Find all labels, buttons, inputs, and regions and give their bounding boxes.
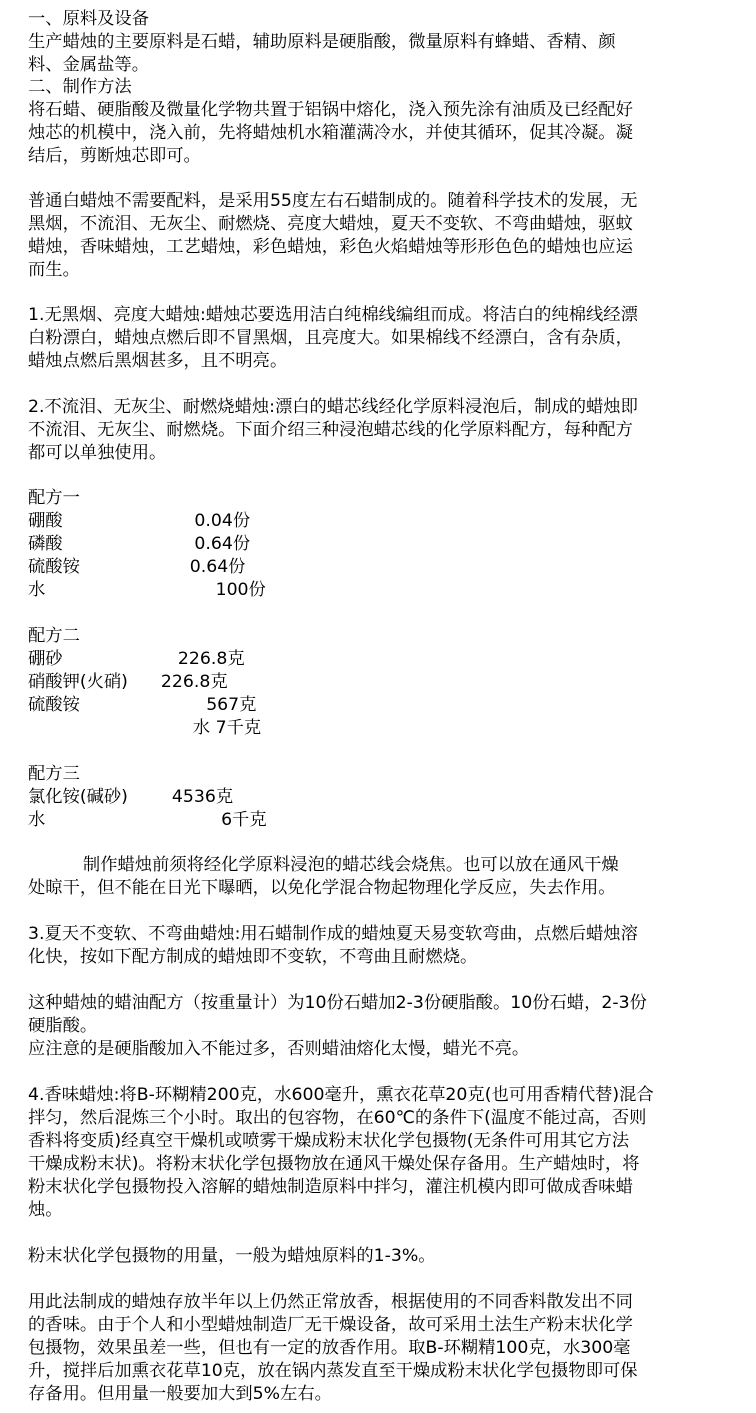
text-line: 升，搅拌后加熏衣花草10克，放在锅内蒸发直至干燥成粉末状化学包摄物即可保 bbox=[28, 1361, 638, 1381]
text-line: 将石蜡、硬脂酸及微量化学物共置于铝锅中熔化，浇入预先涂有油质及已经配好 bbox=[28, 100, 633, 120]
text-line: 干燥成粉末状)。将粉末状化学包摄物放在通风干燥处保存备用。生产蜡烛时，将 bbox=[28, 1154, 640, 1174]
text-line: 硬脂酸。 bbox=[28, 1016, 98, 1036]
text-line: 蜡烛点燃后黑烟甚多，且不明亮。 bbox=[28, 351, 288, 371]
text-line: 一、原料及设备 bbox=[28, 9, 149, 29]
text-line: 硼酸 0.04份 bbox=[28, 511, 251, 531]
text-line: 生产蜡烛的主要原料是石蜡，辅助原料是硬脂酸，微量原料有蜂蜡、香精、颜 bbox=[28, 32, 616, 52]
text-line: 1.无黑烟、亮度大蜡烛:蜡烛芯要选用洁白纯棉线编组而成。将洁白的纯棉线经漂 bbox=[28, 305, 638, 325]
text-line: 化快，按如下配方制成的蜡烛即不变软，不弯曲且耐燃烧。 bbox=[28, 947, 478, 967]
text-line: 白粉漂白，蜡烛点燃后即不冒黑烟，且亮度大。如果棉线不经漂白，含有杂质， bbox=[28, 328, 633, 348]
text-line: 不流泪、无灰尘、耐燃烧。下面介绍三种浸泡蜡芯线的化学原料配方，每种配方 bbox=[28, 420, 633, 440]
text-line: 硫酸铵 0.64份 bbox=[28, 557, 246, 577]
text-line: 硫酸铵 567克 bbox=[28, 695, 257, 715]
text-line: 4.香味蜡烛:将B-环糊精200克，水600毫升，熏衣花草20克(也可用香精代替)混合 bbox=[28, 1085, 654, 1105]
text-line: 氯化铵(碱砂) 4536克 bbox=[28, 787, 234, 807]
text-line: 粉末状化学包摄物的用量，一般为蜡烛原料的1-3%。 bbox=[28, 1246, 436, 1266]
text-line: 二、制作方法 bbox=[28, 77, 132, 97]
text-line: 制作蜡烛前须将经化学原料浸泡的蜡芯线会烧焦。也可以放在通风干燥 bbox=[28, 855, 619, 875]
text-line: 包摄物，效果虽差一些，但也有一定的放香作用。取B-环糊精100克，水300毫 bbox=[28, 1338, 631, 1358]
text-line: 2.不流泪、无灰尘、耐燃烧蜡烛:漂白的蜡芯线经化学原料浸泡后，制成的蜡烛即 bbox=[28, 397, 638, 417]
text-line: 而生。 bbox=[28, 260, 80, 280]
text-line: 磷酸 0.64份 bbox=[28, 534, 251, 554]
text-line: 硝酸钾(火硝) 226.8克 bbox=[28, 672, 228, 692]
text-line: 水 7千克 bbox=[28, 718, 262, 738]
text-line: 普通白蜡烛不需要配料，是采用55度左右石蜡制成的。随着科学技术的发展，无 bbox=[28, 191, 638, 211]
text-line: 存备用。但用量一般要加大到5%左右。 bbox=[28, 1384, 332, 1404]
text-line: 这种蜡烛的蜡油配方（按重量计）为10份石蜡加2-3份硬脂酸。10份石蜡，2-3份 bbox=[28, 993, 647, 1013]
text-line: 3.夏天不变软、不弯曲蜡烛:用石蜡制作成的蜡烛夏天易变软弯曲，点燃后蜡烛溶 bbox=[28, 924, 638, 944]
text-line: 粉末状化学包摄物投入溶解的蜡烛制造原料中拌匀，灌注机模内即可做成香味蜡 bbox=[28, 1177, 633, 1197]
text-line: 料、金属盐等。 bbox=[28, 55, 149, 75]
text-line: 结后，剪断烛芯即可。 bbox=[28, 146, 201, 166]
text-line: 硼砂 226.8克 bbox=[28, 649, 245, 669]
text-line: 烛芯的机模中，浇入前，先将蜡烛机水箱灌满冷水，并使其循环，促其冷凝。凝 bbox=[28, 123, 633, 143]
text-line: 烛。 bbox=[28, 1200, 63, 1220]
text-line: 用此法制成的蜡烛存放半年以上仍然正常放香，根据使用的不同香料散发出不同 bbox=[28, 1292, 633, 1312]
text-line: 的香味。由于个人和小型蜡烛制造厂无干燥设备，故可采用土法生产粉末状化学 bbox=[28, 1315, 633, 1335]
text-line: 水 100份 bbox=[28, 580, 266, 600]
text-line: 处晾干，但不能在日光下曝晒，以免化学混合物起物理化学反应，失去作用。 bbox=[28, 878, 616, 898]
text-line: 配方三 bbox=[28, 764, 80, 784]
text-line: 配方一 bbox=[28, 488, 80, 508]
text-line: 拌匀，然后混炼三个小时。取出的包容物，在60℃的条件下(温度不能过高，否则 bbox=[28, 1108, 647, 1128]
text-line: 配方二 bbox=[28, 626, 80, 646]
text-line: 应注意的是硬脂酸加入不能过多，否则蜡油熔化太慢，蜡光不亮。 bbox=[28, 1039, 530, 1059]
text-line: 香料将变质)经真空干燥机或喷雾干燥成粉末状化学包摄物(无条件可用其它方法 bbox=[28, 1131, 630, 1151]
text-line: 黑烟，不流泪、无灰尘、耐燃烧、亮度大蜡烛，夏天不变软、不弯曲蜡烛，驱蚊 bbox=[28, 214, 633, 234]
text-line: 水 6千克 bbox=[28, 810, 267, 830]
text-line: 蜡烛，香味蜡烛，工艺蜡烛，彩色蜡烛，彩色火焰蜡烛等形形色色的蜡烛也应运 bbox=[28, 237, 633, 257]
text-line: 都可以单独使用。 bbox=[28, 443, 167, 463]
